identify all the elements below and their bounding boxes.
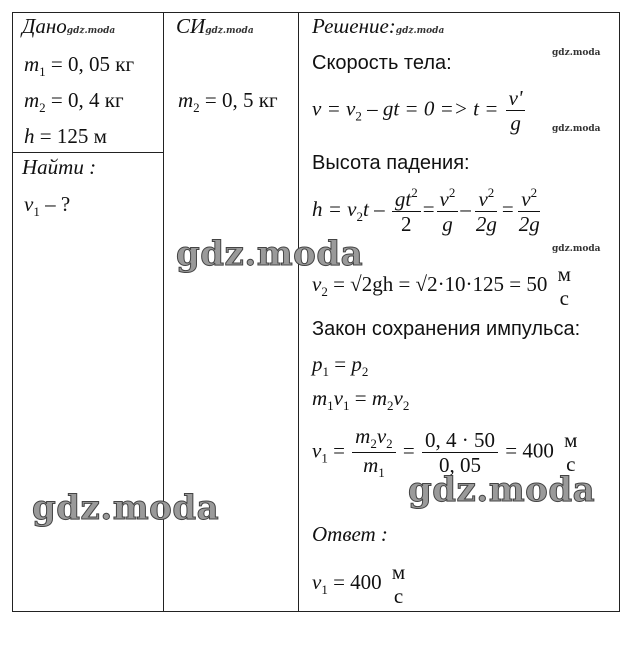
subscript: 1 (343, 398, 350, 413)
subscript: 2 (387, 398, 394, 413)
watermark-small: gdz.moda (66, 26, 116, 36)
subscript: 1 (378, 464, 385, 480)
denominator: g (442, 212, 453, 237)
given-divider (13, 152, 163, 153)
numerator: v' (506, 86, 526, 111)
header-otvet: Ответ : (312, 522, 388, 546)
equation-momentum (312, 352, 368, 380)
fraction (352, 424, 396, 481)
subscript: 2 (39, 100, 46, 115)
symbol: v (393, 386, 403, 410)
watermark-big: gdz.moda (176, 234, 364, 274)
denominator: 0, 05 (439, 452, 482, 477)
numerator (475, 186, 497, 212)
eq-part: v (312, 271, 322, 296)
eq-part: – gt = 0 => t = (361, 96, 499, 121)
denominator: g (510, 111, 521, 136)
subscript: 2 (361, 364, 369, 379)
value: = 0, 5 кг (199, 88, 278, 112)
watermark-small: gdz.moda (395, 26, 445, 36)
unit-numerator: м (557, 262, 571, 286)
given-m2 (24, 88, 124, 116)
subscript: 2 (356, 208, 363, 224)
answer (312, 560, 410, 608)
header-reshenie-text: Решение: (312, 14, 396, 38)
subscript: 1 (327, 398, 334, 413)
header-reshenie (312, 14, 444, 39)
symbol: v (333, 386, 343, 410)
symbol: p (351, 352, 362, 376)
value: – ? (39, 192, 71, 216)
unit-denominator: с (566, 452, 576, 477)
equals: = (422, 196, 435, 221)
equals: = (329, 352, 352, 376)
numerator (518, 186, 540, 212)
subscript: 2 (402, 398, 410, 413)
symbol: h (24, 124, 35, 148)
symbol: m (178, 88, 194, 112)
superscript: 2 (448, 185, 456, 200)
header-si (176, 14, 254, 39)
unit-fraction (389, 560, 408, 608)
equals: = (397, 438, 421, 463)
num-text: m (355, 424, 371, 448)
equation-velocity (312, 262, 576, 310)
numerator (437, 186, 459, 212)
superscript: 2 (530, 185, 538, 200)
symbol: v (312, 438, 322, 463)
subscript: 1 (321, 581, 328, 597)
denominator: 2 (401, 212, 412, 237)
subscript: 1 (33, 204, 40, 219)
eq-part: h = v (312, 196, 357, 221)
subscript: 2 (370, 436, 377, 451)
denominator: 2g (475, 212, 497, 237)
given-m1 (24, 52, 134, 80)
symbol: m (24, 52, 40, 76)
subscript: 2 (386, 436, 393, 451)
law-label: Закон сохранения импульса: (312, 318, 581, 340)
superscript: 2 (487, 185, 495, 200)
minus: – (460, 196, 471, 221)
num-text: v (439, 187, 449, 211)
unit-denominator: с (559, 286, 569, 311)
find-v1 (24, 192, 70, 220)
equation-momentum-expanded (312, 386, 409, 414)
fraction (473, 186, 500, 236)
header-naiti: Найти : (22, 155, 97, 179)
watermark-small: gdz.moda (552, 244, 601, 254)
watermark-big: gdz.moda (408, 470, 596, 510)
numerator: 0, 4 · 50 (422, 428, 498, 453)
unit-denominator: с (393, 584, 404, 609)
unit-numerator: м (564, 428, 578, 453)
denominator: 2g (518, 212, 540, 237)
fraction (437, 186, 459, 236)
watermark-small: gdz.moda (552, 48, 601, 58)
eq-part: t – (363, 196, 385, 221)
fraction (506, 86, 526, 135)
numerator (392, 186, 421, 212)
num-text: gt (394, 187, 412, 211)
value: = 0, 05 кг (45, 52, 135, 76)
symbol: p (312, 352, 323, 376)
symbol: m (24, 88, 40, 112)
equals: = (501, 196, 514, 221)
fraction (516, 186, 543, 236)
header-dano-text: Дано (22, 14, 67, 38)
subscript: 2 (193, 100, 200, 115)
unit-fraction (555, 262, 574, 310)
symbol: m (312, 386, 328, 410)
value: = 0, 4 кг (45, 88, 124, 112)
speed-label: Скорость тела: (312, 52, 452, 74)
column-divider-2 (298, 13, 299, 611)
num-text: v (521, 187, 531, 211)
unit-numerator: м (391, 560, 406, 584)
subscript: 1 (39, 64, 46, 79)
watermark-small: gdz.moda (205, 26, 254, 36)
header-si-text: СИ (176, 14, 206, 38)
si-m2 (178, 88, 278, 116)
equals: = (349, 386, 372, 410)
superscript: 2 (411, 185, 418, 200)
eq-part: v = v (312, 96, 356, 121)
denominator (360, 453, 388, 481)
height-label: Высота падения: (312, 152, 470, 174)
watermark-small: gdz.moda (552, 124, 601, 134)
value: = 400 (327, 569, 382, 594)
subscript: 1 (321, 450, 328, 466)
given-h (24, 124, 107, 149)
equals: = (327, 438, 351, 463)
subscript: 2 (355, 108, 362, 124)
den-text: m (363, 452, 379, 477)
fraction (392, 186, 421, 236)
result: = 400 (500, 438, 554, 463)
symbol: v (312, 569, 322, 594)
eq-part: = √2gh = √2·10·125 = 50 (327, 271, 548, 296)
watermark-big: gdz.moda (32, 488, 220, 528)
symbol: v (24, 192, 34, 216)
num-text: v (376, 424, 387, 448)
numerator (352, 424, 396, 453)
num-text: v (478, 187, 488, 211)
equation-speed (312, 86, 527, 135)
header-dano (22, 14, 115, 39)
subscript: 2 (321, 283, 328, 299)
equation-height (312, 186, 545, 236)
value: = 125 м (34, 124, 107, 148)
symbol: m (371, 386, 388, 410)
subscript: 1 (322, 364, 329, 379)
